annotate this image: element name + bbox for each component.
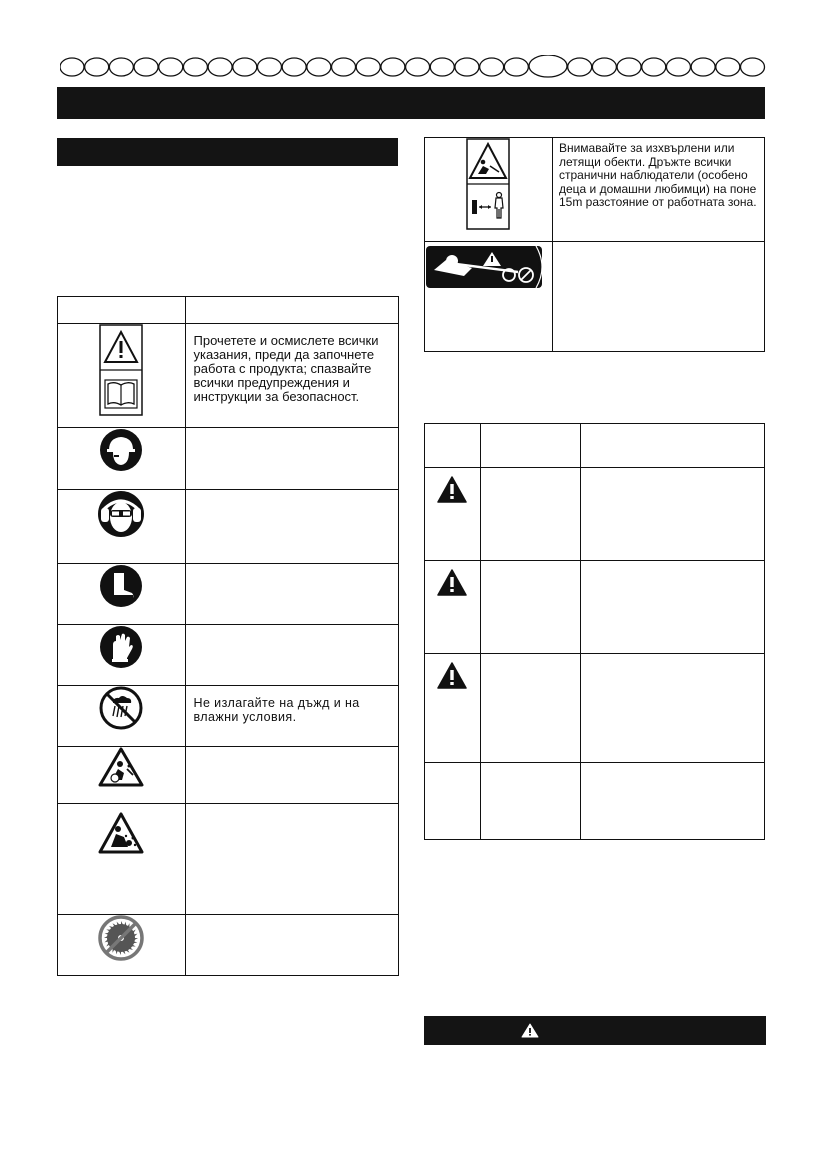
page-dot <box>381 58 405 76</box>
signal-word <box>481 468 580 478</box>
page-dot <box>134 58 158 76</box>
signal-word <box>481 561 580 571</box>
gloves-icon <box>99 625 143 669</box>
table-row <box>58 324 399 428</box>
table-row <box>425 763 765 840</box>
warning-triangle-icon <box>521 1023 539 1038</box>
symbol-description <box>186 625 398 635</box>
bystander-warning-icon <box>98 812 144 854</box>
page-dot <box>741 58 765 76</box>
page-dot <box>568 58 592 76</box>
right-symbols-table <box>424 137 765 352</box>
page-dot-active <box>529 55 567 77</box>
thrown-object-warning-icon <box>98 747 144 787</box>
no-blade-icon <box>98 915 144 961</box>
no-rain-icon <box>99 686 143 730</box>
section-title-bar <box>57 138 398 166</box>
page-dot <box>159 58 183 76</box>
danger-triangle-icon <box>437 476 467 503</box>
symbol-description: Прочетете и осмислете всички указания, преди да започнете работа с продукта; спазвайте всички предупреждения и инструкции за безопасност. <box>193 333 379 404</box>
signal-word <box>481 763 580 773</box>
symbols-header-symbol <box>58 297 186 324</box>
signal-meaning <box>581 468 764 478</box>
page-dot <box>85 58 109 76</box>
table-row <box>58 686 399 747</box>
table-row <box>58 428 399 490</box>
table-row <box>58 804 399 915</box>
page-dot <box>332 58 356 76</box>
flying-objects-distance-icon <box>466 138 510 230</box>
page-dot <box>233 58 257 76</box>
caution-triangle-icon <box>437 662 467 689</box>
table-row <box>425 138 765 242</box>
page-dot <box>60 58 84 76</box>
table-row <box>425 654 765 763</box>
trimmer-kickback-icon <box>426 242 550 292</box>
signal-header-meaning <box>580 424 764 468</box>
table-row <box>58 915 399 976</box>
eye-ear-protection-icon <box>97 490 145 538</box>
page-dot <box>183 58 207 76</box>
symbol-description: Внимавайте за изхвърлени или летящи обекти. Дръжте всички странични наблюдатели (особено деца и домашни любимци) на поне 15m разстояние от работната зона. <box>558 141 757 209</box>
page-dot <box>691 58 715 76</box>
hard-hat-icon <box>99 428 143 472</box>
page-dot <box>642 58 666 76</box>
page-dot <box>406 58 430 76</box>
symbol-description <box>186 804 398 814</box>
signal-meaning <box>581 654 764 664</box>
page-dot <box>592 58 616 76</box>
table-row <box>58 625 399 686</box>
symbols-header-meaning <box>185 297 398 324</box>
page-indicator <box>60 55 766 79</box>
table-row <box>58 564 399 625</box>
symbol-description <box>186 564 398 574</box>
symbol-description <box>186 915 398 925</box>
page-dot <box>455 58 479 76</box>
safety-boot-icon <box>99 564 143 608</box>
page-dot <box>257 58 281 76</box>
symbol-description <box>186 490 398 500</box>
page-dot <box>307 58 331 76</box>
symbol-description <box>553 242 764 246</box>
page-dot <box>109 58 133 76</box>
page-dot <box>430 58 454 76</box>
table-row <box>425 561 765 654</box>
signal-meaning <box>581 561 764 571</box>
warning-bar <box>424 1016 766 1045</box>
symbols-table <box>57 296 399 976</box>
symbol-description <box>186 747 398 757</box>
page-dot <box>208 58 232 76</box>
symbols-table-header <box>58 297 399 324</box>
header-bar <box>57 87 765 119</box>
page-dot <box>666 58 690 76</box>
page-dot <box>356 58 380 76</box>
symbol-description <box>186 428 398 438</box>
signal-header-symbol <box>425 424 481 468</box>
warning-triangle-icon <box>437 569 467 596</box>
signal-table-header <box>425 424 765 468</box>
page-dot <box>282 58 306 76</box>
table-row <box>58 490 399 564</box>
read-manual-warning-icon <box>99 324 143 416</box>
signal-word <box>481 654 580 664</box>
signal-meaning <box>581 763 764 773</box>
page-dot <box>504 58 528 76</box>
page-dot <box>617 58 641 76</box>
page-dot <box>716 58 740 76</box>
signal-words-table <box>424 423 765 840</box>
symbol-description: Не излагайте на дъжд и на влажни условия. <box>193 696 360 724</box>
signal-header-word <box>480 424 580 468</box>
table-row <box>425 242 765 352</box>
table-row <box>58 747 399 804</box>
table-row <box>425 468 765 561</box>
page-dot <box>480 58 504 76</box>
